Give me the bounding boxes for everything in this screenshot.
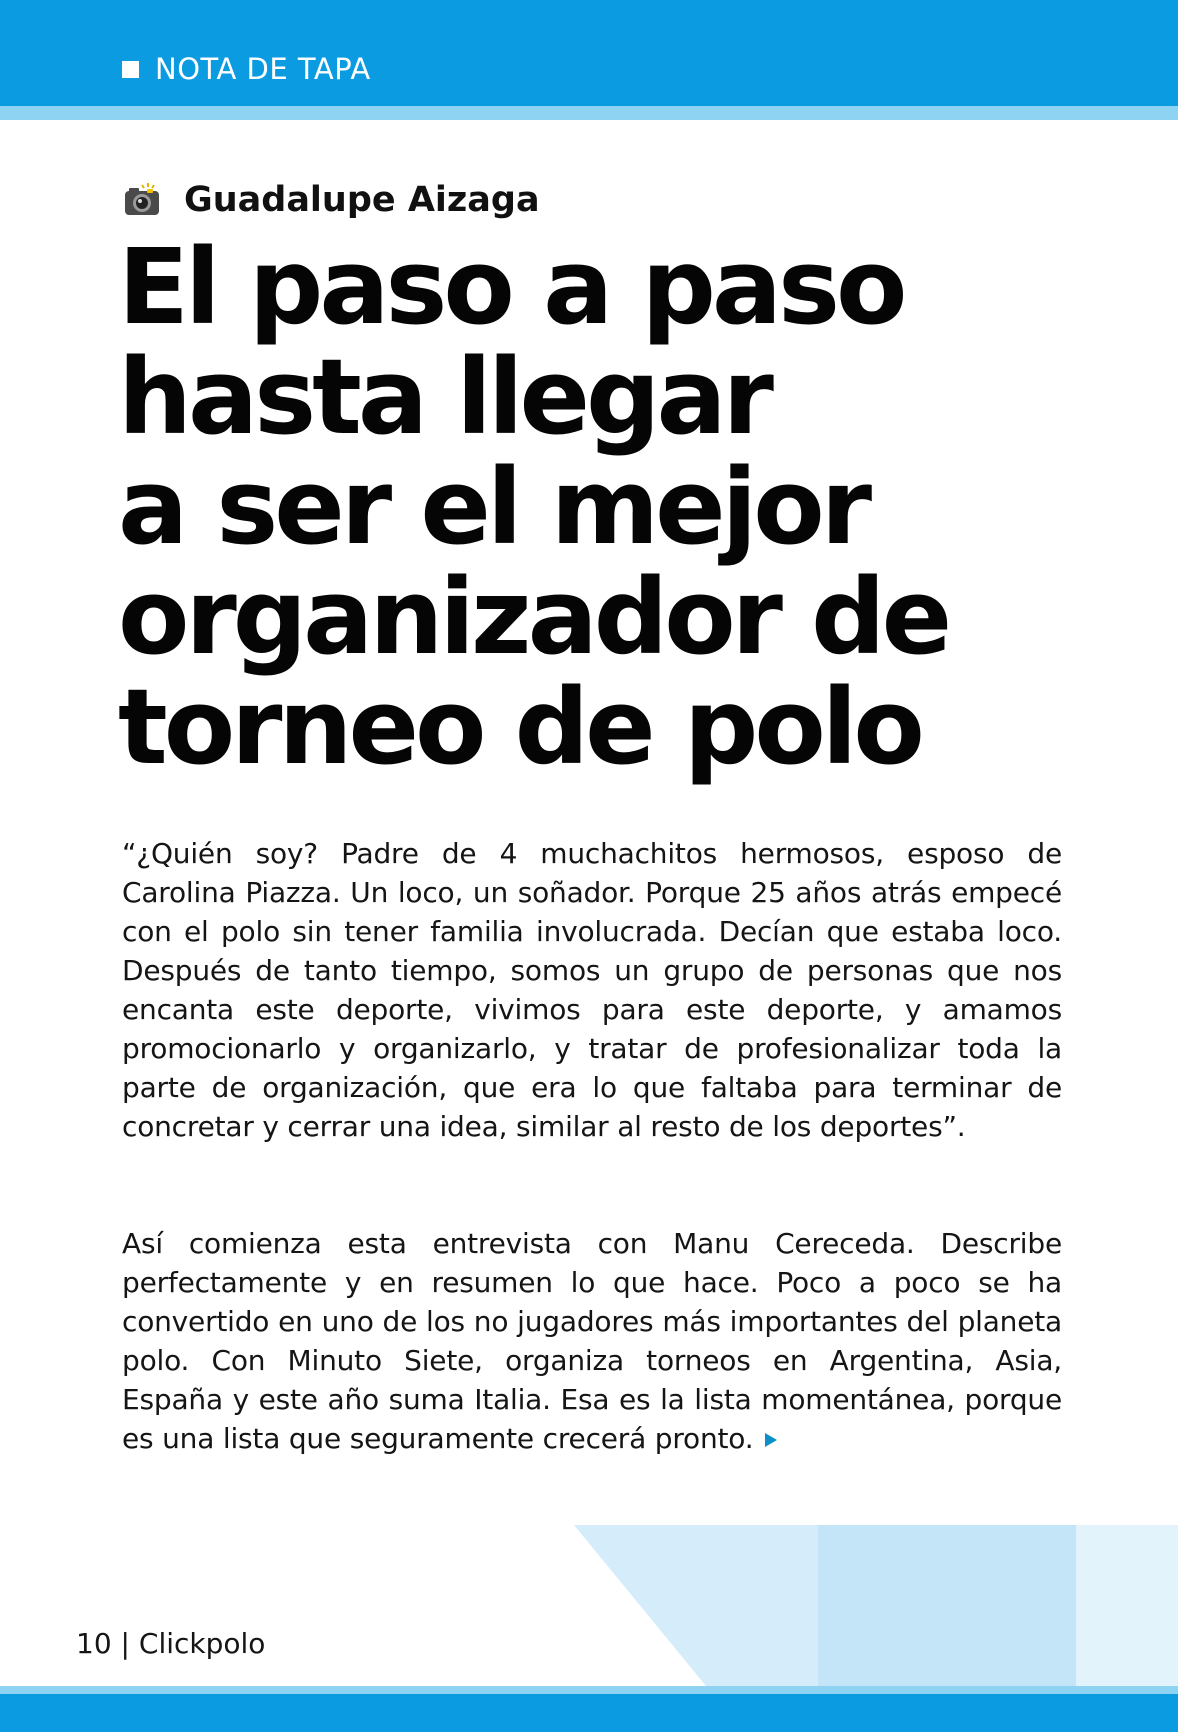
headline-line: El paso a paso bbox=[118, 226, 904, 348]
section-label-text: NOTA DE TAPA bbox=[155, 52, 371, 86]
footer-band bbox=[0, 1694, 1178, 1732]
paragraph-text: “¿Quién soy? Padre de 4 muchachitos hermosos, esposo de Carolina Piazza. Un loco, un soñador. Porque 25 años atrás empecé con el polo sin tener familia involucrada. Decían que estaba loco. Después de tanto tiempo, somos un grupo de personas que nos encanta este deporte, vivimos para este deporte, y amamos promocionarlo y organizarlo, y tratar de profesionalizar toda la parte de organización, que era lo que faltaba para terminar de concretar y cerrar una idea, similar al resto de los deportes”. bbox=[122, 837, 1062, 1143]
footer-folio bbox=[76, 1627, 265, 1660]
author-name: Guadalupe Aizaga bbox=[184, 180, 540, 220]
headline-line: hasta llegar bbox=[118, 336, 770, 458]
headline-line: organizador de bbox=[118, 556, 949, 678]
paragraph-text: Así comienza esta entrevista con Manu Cereceda. Describe perfectamente y en resumen lo que hace. Poco a poco se ha convertido en uno de los no jugadores más importantes del planeta polo. Con Minuto Siete, organiza torneos en Argentina, Asia, España y este año suma Italia. Esa es la lista momentánea, porque es una lista que seguramente crecerá pronto. bbox=[122, 1227, 1062, 1455]
folio-separator: | bbox=[120, 1627, 130, 1660]
publication-name: Clickpolo bbox=[138, 1627, 266, 1660]
page-number: 10 bbox=[76, 1627, 112, 1660]
headline-line: torneo de polo bbox=[118, 666, 921, 788]
headline-line: a ser el mejor bbox=[118, 446, 868, 568]
